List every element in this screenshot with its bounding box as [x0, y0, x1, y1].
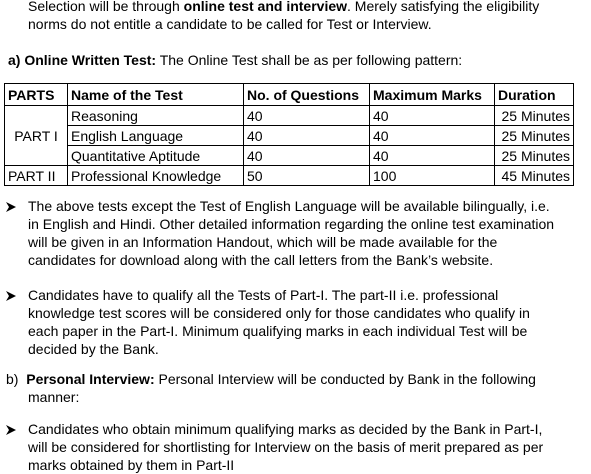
- bullet-1-line: candidates for download along with the call letters from the Bank’s website.: [28, 252, 494, 268]
- cell-duration: 25 Minutes: [495, 146, 574, 166]
- table-row: [5, 166, 574, 186]
- header-parts: PARTS: [5, 84, 68, 106]
- cell-test: Reasoning: [68, 106, 244, 126]
- section-a-text: The Online Test shall be as per following pattern:: [159, 52, 463, 68]
- intro-line-1: [28, 0, 585, 15]
- cell-test: English Language: [68, 126, 244, 146]
- bullet-3-line: will be considered for shortlisting for Interview on the basis of merit prepared as per: [28, 439, 544, 455]
- intro-text: Selection will be through: [28, 0, 184, 14]
- cell-duration: 45 Minutes: [495, 166, 574, 186]
- cell-marks: 40: [370, 146, 495, 166]
- cell-test: Quantitative Aptitude: [68, 146, 244, 166]
- bullet-1-line: The above tests except the Test of English Language will be available bilingually, i.e.: [28, 198, 550, 214]
- section-a-heading: [8, 51, 462, 69]
- bullet-3-line: Candidates who obtain minimum qualifying marks as decided by the Bank in Part-I,: [28, 421, 543, 437]
- bullet-1-line: will be given in an Information Handout, which will be made available for the: [28, 234, 498, 250]
- cell-questions: 50: [244, 166, 370, 186]
- cell-questions: 40: [244, 146, 370, 166]
- section-b-heading: [6, 370, 585, 388]
- section-a-title: Online Written Test:: [24, 52, 157, 68]
- part-1-label: PART I: [5, 106, 68, 166]
- cell-test: Professional Knowledge: [68, 166, 244, 186]
- table-header-row: [5, 84, 574, 106]
- table-row: [5, 106, 574, 126]
- cell-questions: 40: [244, 126, 370, 146]
- intro-text-end: . Merely satisfying the eligibility: [347, 0, 540, 14]
- header-questions: No. of Questions: [244, 84, 370, 106]
- part-2-label: PART II: [5, 166, 68, 186]
- bullet-3-line: marks obtained by them in Part-II: [28, 457, 235, 473]
- arrow-bullet-icon: [6, 291, 16, 301]
- header-marks: Maximum Marks: [370, 84, 495, 106]
- intro-line-2: norms do not entitle a candidate to be called for Test or Interview.: [28, 16, 432, 32]
- bullet-1-text: [28, 197, 585, 269]
- bullet-3-text: [28, 420, 585, 474]
- bullet-2-line: Candidates have to qualify all the Tests of Part-I. The part-II i.e. professional: [28, 287, 499, 303]
- cell-marks: 40: [370, 106, 495, 126]
- section-b-text: Personal Interview will be conducted by Bank in the following: [158, 371, 536, 387]
- header-test-name: Name of the Test: [68, 84, 244, 106]
- bullet-2-line: knowledge test scores will be considered only for those candidates who qualify in: [28, 305, 530, 321]
- section-b-line-2: manner:: [28, 389, 80, 405]
- bullet-1-line: in English and Hindi. Other detailed information regarding the online test examination: [28, 216, 555, 232]
- test-pattern-table: [4, 83, 574, 186]
- bullet-2-text: [28, 286, 585, 358]
- header-duration: Duration: [495, 84, 574, 106]
- cell-questions: 40: [244, 106, 370, 126]
- arrow-bullet-icon: [6, 202, 16, 212]
- cell-marks: 100: [370, 166, 495, 186]
- section-b-marker: b): [6, 371, 19, 387]
- section-b-title: Personal Interview:: [26, 371, 155, 387]
- arrow-bullet-icon: [6, 425, 16, 435]
- cell-marks: 40: [370, 126, 495, 146]
- table-row: [5, 126, 574, 146]
- bullet-2-line: decided by the Bank.: [28, 341, 159, 357]
- cell-duration: 25 Minutes: [495, 106, 574, 126]
- section-a-marker: a): [8, 52, 21, 68]
- table-row: [5, 146, 574, 166]
- bullet-2-line: each paper in the Part-I. Minimum qualifying marks in each individual Test will be: [28, 323, 528, 339]
- intro-bold-text: online test and interview: [183, 0, 348, 14]
- cell-duration: 25 Minutes: [495, 126, 574, 146]
